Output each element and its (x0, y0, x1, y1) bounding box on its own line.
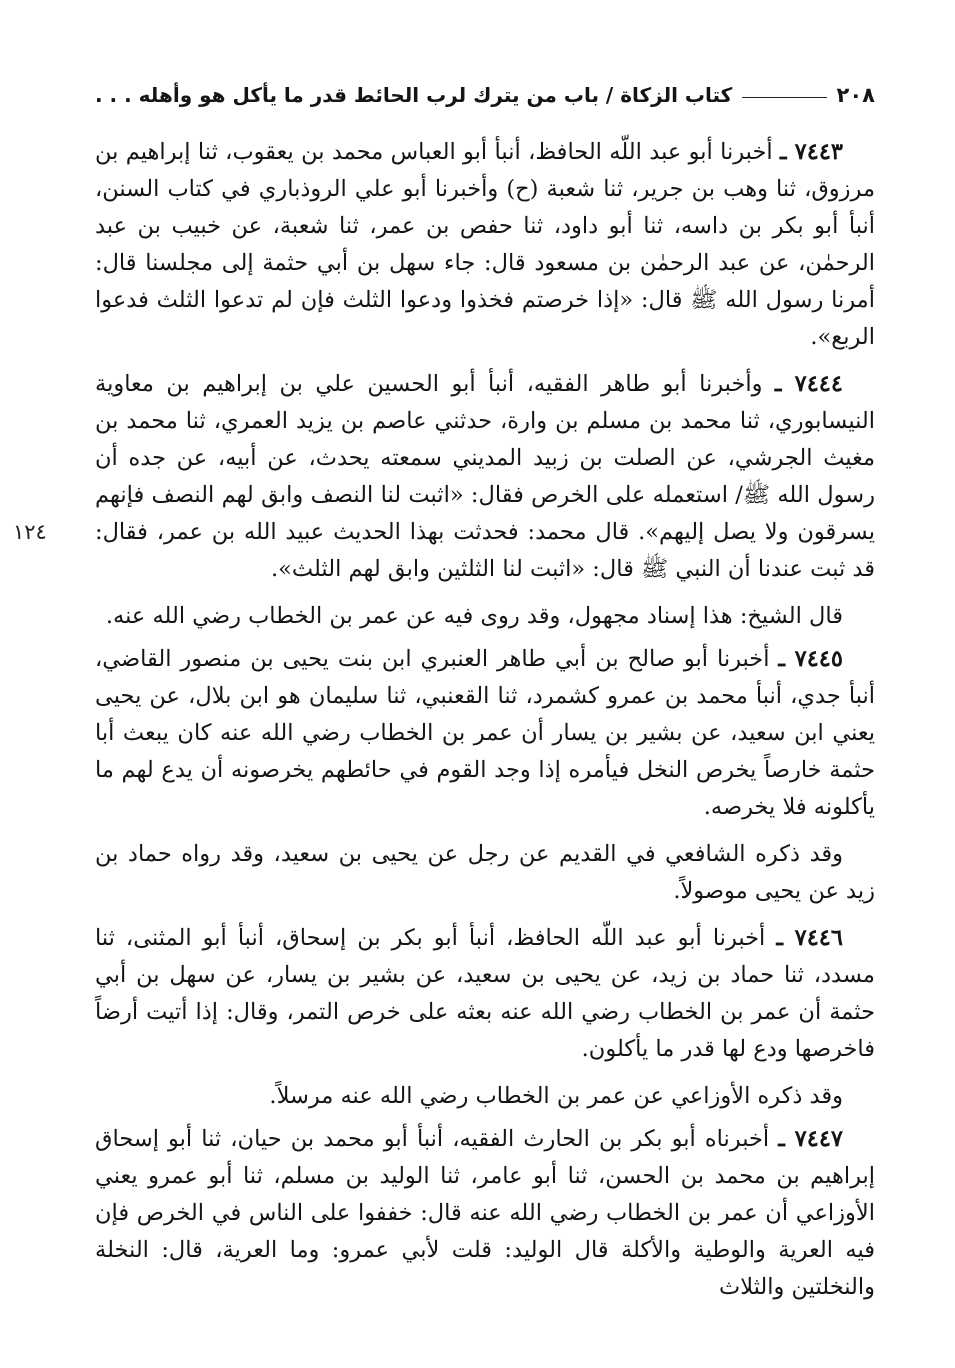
hadith-number: ٧٤٤٤ ـ (774, 371, 843, 397)
hadith-7445 (95, 641, 875, 826)
hadith-text: أخبرناه أبو بكر بن الحارث الفقيه، أنبأ أبو محمد بن حيان، ثنا أبو إسحاق إبراهيم بن محمد بن الحسن، ثنا أبو عامر، ثنا الوليد بن مسلم، ثنا أبو عمرو يعني الأوزاعي أن عمر بن الخطاب رضي الله عنه قال: خففوا على الناس في الخرص فإن فيه العرية والوطية والأكلة قال الوليد: قلت لأبي عمرو: وما العرية، قال: النخلة والنخلتين والثلاث (95, 1126, 875, 1300)
book-page (13, 70, 875, 1340)
page-body (13, 134, 875, 1306)
commentary-paragraph (95, 836, 875, 910)
commentary-paragraph (95, 598, 875, 635)
page-number: ٢٠٨ (836, 83, 875, 107)
hadith-number: ٧٤٤٣ ـ (780, 139, 843, 165)
hadith-text: أخبرنا أبو صالح بن أبي طاهر العنبري ابن بنت يحيى بن منصور القاضي، أنبأ جدي، أنبأ محمد بن عمرو كشمرد، ثنا القعنبي، ثنا سليمان هو ابن بلال، عن يحيى يعني ابن سعيد، عن بشير بن يسار أن عمر بن الخطاب رضي الله عنه كان يبعث أبا حثمة خارصاً يخرص النخل فيأمره إذا وجد القوم في حائطهم يخرصونه أن يدع لهم ما يأكلونه فلا يخرصه. (95, 646, 875, 820)
manuscript-page-marker: ١٢٤ (13, 520, 47, 544)
page-header (95, 70, 875, 120)
hadith-number: ٧٤٤٧ ـ (778, 1126, 843, 1152)
hadith-number: ٧٤٤٥ ـ (778, 646, 843, 672)
hadith-7443 (95, 134, 875, 356)
header-rule (742, 97, 826, 98)
commentary-text: وقد ذكره الأوزاعي عن عمر بن الخطاب رضي الله عنه مرسلاً. (269, 1083, 843, 1109)
hadith-7446 (95, 920, 875, 1068)
hadith-text: أخبرنا أبو عبد اللّه الحافظ، أنبأ أبو بكر بن إسحاق، أنبأ أبو المثنى، ثنا مسدد، ثنا حماد بن زيد، عن يحيى بن سعيد، عن بشير بن يسار، عن سهل بن أبي حثمة أن عمر بن الخطاب رضي الله عنه بعثه على خرص التمر، وقال: إذا أتيت أرضاً فاخرصها ودع لها قدر ما يأكلون. (95, 925, 875, 1062)
hadith-7444 (13, 366, 875, 588)
commentary-text: قال الشيخ: هذا إسناد مجهول، وقد روى فيه عن عمر بن الخطاب رضي الله عنه. (105, 603, 843, 629)
hadith-text: أخبرنا أبو عبد اللّه الحافظ، أنبأ أبو العباس محمد بن يعقوب، ثنا إبراهيم بن مرزوق، ثنا وهب بن جرير، ثنا شعبة (ح) وأخبرنا أبو علي الروذباري في كتاب السنن، أنبأ أبو بكر بن داسه، ثنا أبو داود، ثنا حفص بن عمر، ثنا شعبة، عن خبيب بن عبد الرحمٰن، عن عبد الرحمٰن بن مسعود قال: جاء سهل بن أبي حثمة إلى مجلسنا قال: أمرنا رسول الله ﷺ قال: «إذا خرصتم فخذوا ودعوا الثلث فإن لم تدعوا الثلث فدعوا الربع». (95, 139, 875, 350)
hadith-number: ٧٤٤٦ ـ (776, 925, 843, 951)
commentary-paragraph (95, 1078, 875, 1115)
running-title: كتاب الزكاة / باب من يترك لرب الحائط قدر ما يأكل هو وأهله . . . (95, 83, 733, 107)
hadith-7447 (95, 1121, 875, 1306)
commentary-text: وقد ذكره الشافعي في القديم عن رجل عن يحيى بن سعيد، وقد رواه حماد بن زيد عن يحيى موصولاً. (95, 841, 875, 904)
hadith-text: وأخبرنا أبو طاهر الفقيه، أنبأ أبو الحسين علي بن إبراهيم بن معاوية النيسابوري، ثنا محمد بن مسلم بن وارة، حدثني عاصم بن يزيد العمري، ثنا محمد بن مغيث الجرشي، عن الصلت بن زبيد المديني سمعته يحدث، عن أبيه، عن جده أن رسول الله ﷺ/ استعمله على الخرص فقال: «اثبت لنا النصف وابق لهم النصف فإنهم يسرقون ولا يصل إليهم». قال محمد: فحدثت بهذا الحديث عبيد الله بن عمر، فقال: قد ثبت عندنا أن النبي ﷺ قال: «اثبت لنا الثلثين وابق لهم الثلث». (95, 371, 875, 582)
